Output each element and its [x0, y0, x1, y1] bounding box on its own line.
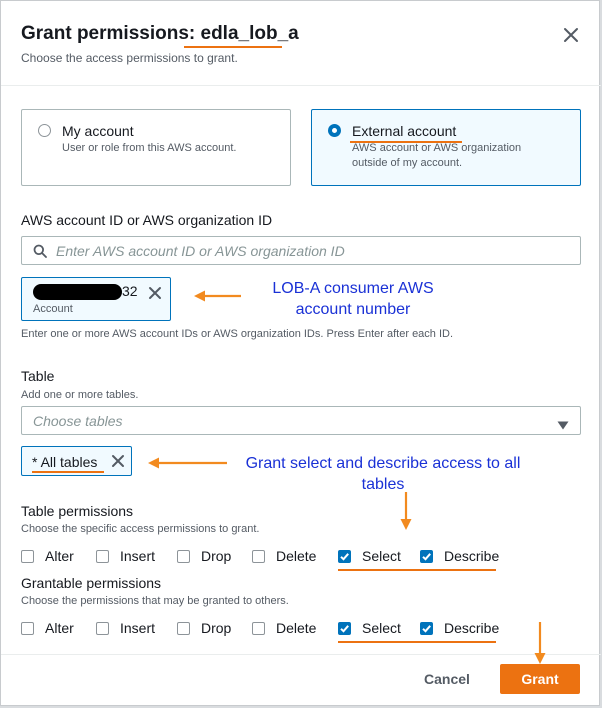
account-id-label: AWS account ID or AWS organization ID: [21, 212, 273, 228]
table-perm-select-label: Select: [362, 548, 401, 564]
grantable-perm-describe-checkbox[interactable]: [420, 622, 433, 635]
table-select-placeholder: Choose tables: [33, 413, 123, 429]
my-account-description: User or role from this AWS account.: [62, 142, 237, 154]
grantable-perm-delete-checkbox[interactable]: [252, 622, 265, 635]
grant-button[interactable]: Grant: [500, 664, 580, 694]
account-annotation-text: LOB-A consumer AWS account number: [272, 280, 434, 318]
dialog-subtitle: Choose the access permissions to grant.: [21, 51, 238, 65]
table-perm-drop-checkbox[interactable]: [177, 550, 190, 563]
account-id-placeholder: Enter AWS account ID or AWS organization ID: [56, 243, 345, 259]
table-select[interactable]: [21, 406, 581, 435]
close-icon[interactable]: [561, 25, 581, 45]
grantable-perm-alter-checkbox[interactable]: [21, 622, 34, 635]
table-permissions-label: Table permissions: [21, 503, 134, 519]
select-annotation-arrow-icon: [399, 491, 413, 536]
grantable-perm-describe-label: Describe: [444, 620, 500, 636]
dialog-title-prefix: Grant permissions:: [21, 23, 201, 44]
grantable-perm-select-checkbox[interactable]: [338, 622, 351, 635]
account-token-type: Account: [33, 303, 73, 315]
table-perm-select-checkbox[interactable]: [338, 550, 351, 563]
database-name: edla_lob_a: [200, 23, 299, 44]
remove-account-icon[interactable]: [147, 285, 163, 306]
table-permissions-description: Choose the specific access permissions to grant.: [21, 523, 260, 535]
external-account-label: External account: [352, 123, 457, 139]
cancel-button[interactable]: Cancel: [424, 671, 470, 687]
title-annotation-underline: [184, 46, 282, 48]
tables-annotation-arrow-icon: [147, 456, 229, 475]
table-perms-annotation-underline: [338, 569, 496, 571]
grantable-permissions-description: Choose the permissions that may be granted to others.: [21, 595, 289, 607]
external-account-description: AWS account or AWS organization outside of my account.: [352, 142, 522, 169]
tables-annotation-text: Grant select and describe access to all tables: [245, 455, 521, 493]
my-account-label: My account: [62, 123, 134, 139]
table-label: Table: [21, 368, 55, 384]
grantable-perm-insert-checkbox[interactable]: [96, 622, 109, 635]
grant-annotation-arrow-icon: [533, 621, 547, 670]
external-account-radio[interactable]: [328, 124, 341, 137]
table-perm-drop-label: Drop: [201, 548, 232, 564]
account-id-input[interactable]: [21, 236, 581, 265]
my-account-option[interactable]: [21, 109, 291, 186]
grantable-permissions-label: Grantable permissions: [21, 575, 162, 591]
table-perm-delete-checkbox[interactable]: [252, 550, 265, 563]
account-token: [21, 277, 171, 321]
account-token-suffix: 32: [122, 283, 138, 299]
grantable-perm-insert-label: Insert: [120, 620, 156, 636]
grantable-perms-annotation-underline: [338, 641, 496, 643]
table-perm-alter-checkbox[interactable]: [21, 550, 34, 563]
table-perm-alter-label: Alter: [45, 548, 74, 564]
table-perm-delete-label: Delete: [276, 548, 317, 564]
footer-divider: [1, 654, 601, 655]
caret-down-icon: [557, 417, 569, 435]
table-perm-insert-checkbox[interactable]: [96, 550, 109, 563]
search-icon: [33, 244, 47, 263]
grantable-perm-drop-checkbox[interactable]: [177, 622, 190, 635]
dialog-title: [21, 23, 299, 45]
remove-table-icon[interactable]: [110, 453, 126, 474]
grantable-perm-alter-label: Alter: [45, 620, 74, 636]
grantable-perm-drop-label: Drop: [201, 620, 232, 636]
account-id-hint: Enter one or more AWS account IDs or AWS organization IDs. Press Enter after each ID.: [21, 328, 454, 340]
all-tables-token: [21, 446, 132, 476]
grantable-perm-delete-label: Delete: [276, 620, 317, 636]
my-account-radio[interactable]: [38, 124, 51, 137]
grantable-perm-select-label: Select: [362, 620, 401, 636]
table-perm-insert-label: Insert: [120, 548, 156, 564]
header-divider: [1, 85, 601, 86]
redacted-account-number: [33, 284, 122, 300]
table-perm-describe-checkbox[interactable]: [420, 550, 433, 563]
all-tables-token-label: * All tables: [32, 454, 98, 470]
all-tables-annotation-underline: [32, 471, 104, 473]
table-description: Add one or more tables.: [21, 389, 139, 401]
account-annotation-arrow-icon: [193, 289, 243, 308]
table-perm-describe-label: Describe: [444, 548, 500, 564]
external-account-option[interactable]: [311, 109, 581, 186]
